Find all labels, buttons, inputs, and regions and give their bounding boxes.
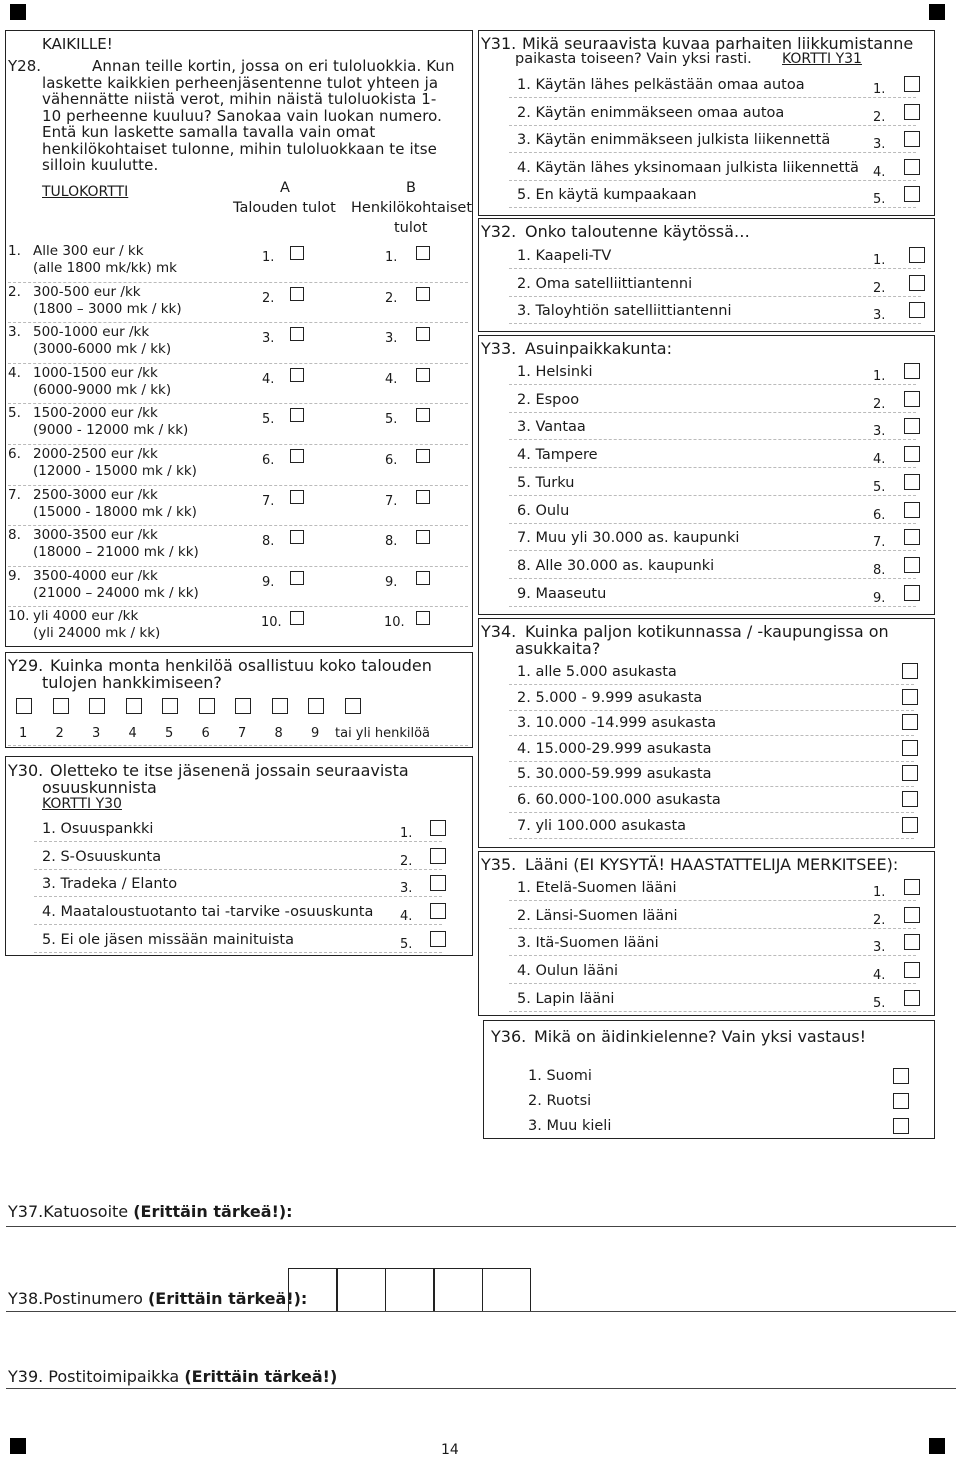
count-checkbox[interactable] <box>308 698 324 714</box>
option-checkbox[interactable] <box>904 186 920 202</box>
col-a-number: 9. <box>262 574 275 590</box>
option-checkbox[interactable] <box>902 791 918 807</box>
row-divider <box>8 485 468 486</box>
y31-card-label: KORTTI Y31 <box>782 51 862 67</box>
col-a-number: 2. <box>262 290 275 306</box>
col-a-checkbox[interactable] <box>290 490 304 504</box>
y30-question-line1: Oletteko te itse jäsenenä jossain seuraavista <box>50 761 409 780</box>
kaikille-label: KAIKILLE! <box>42 35 113 53</box>
count-number: 1 <box>19 726 28 741</box>
row-divider <box>509 439 916 440</box>
income-row-mk: (15000 - 18000 mk / kk) <box>33 503 197 520</box>
col-b-number: 4. <box>385 371 398 387</box>
income-row-number: 9. <box>8 567 21 584</box>
row-divider <box>509 152 916 153</box>
row-divider <box>509 97 916 98</box>
row-divider <box>509 323 921 324</box>
y34-question-line2: asukkaita? <box>515 639 601 658</box>
y36-question: Mikä on äidinkielenne? Vain yksi vastaus! <box>534 1027 867 1046</box>
col-a-subheader: Talouden tulot <box>233 200 336 216</box>
income-row-number: 8. <box>8 527 21 544</box>
option-label: 5. Lapin lääni <box>517 990 615 1007</box>
y38-important: (Erittäin tärkeä!): <box>147 1289 308 1308</box>
option-checkbox[interactable] <box>909 302 925 318</box>
tulokortti-label: TULOKORTTI <box>42 184 129 200</box>
y39-code: Y39. Postitoimipaikka <box>8 1367 180 1386</box>
row-divider <box>8 566 468 567</box>
option-number: 7. <box>873 535 886 551</box>
col-b-checkbox[interactable] <box>416 490 430 504</box>
option-checkbox[interactable] <box>904 557 920 573</box>
row-divider <box>8 322 468 323</box>
option-checkbox[interactable] <box>902 714 918 730</box>
y37-important: (Erittäin tärkeä!): <box>133 1202 293 1221</box>
option-number: 2. <box>873 912 886 928</box>
col-b-number: 6. <box>385 453 398 468</box>
col-a-checkbox[interactable] <box>290 246 304 260</box>
count-checkbox[interactable] <box>53 698 69 714</box>
col-a-checkbox[interactable] <box>290 611 304 625</box>
option-checkbox[interactable] <box>904 76 920 92</box>
row-divider <box>8 282 468 283</box>
col-a-number: 8. <box>262 534 275 550</box>
option-checkbox[interactable] <box>430 903 446 919</box>
income-row-eur: 300-500 eur /kk <box>33 283 141 300</box>
option-checkbox[interactable] <box>904 585 920 601</box>
y28-question-line: henkilökohtaiset tulonne, mihin tuloluokkaan te itse <box>42 139 437 158</box>
y29-code: Y29. <box>8 656 44 675</box>
option-number: 4. <box>400 909 413 925</box>
y32-question: Onko taloutenne käytössä… <box>525 222 750 241</box>
y33-question: Asuinpaikkakunta: <box>525 339 672 358</box>
col-b-checkbox[interactable] <box>416 368 430 382</box>
option-label: 3. Vantaa <box>517 419 586 436</box>
y30-code: Y30. <box>8 761 44 780</box>
y34-question-line1: Kuinka paljon kotikunnassa / -kaupungissa on <box>525 622 889 641</box>
col-a-number: 5. <box>262 412 275 428</box>
option-number: 3. <box>873 308 886 323</box>
row-divider <box>34 869 442 870</box>
count-number: 2 <box>55 726 64 741</box>
more-than-label: tai yli henkilöä <box>335 726 431 741</box>
income-row-mk: (6000-9000 mk / kk) <box>33 381 172 398</box>
option-checkbox[interactable] <box>904 962 920 978</box>
count-checkbox[interactable] <box>126 698 142 714</box>
row-divider <box>509 606 916 607</box>
option-checkbox[interactable] <box>904 391 920 407</box>
option-number: 6. <box>873 507 886 523</box>
income-row-eur: 1500-2000 eur /kk <box>33 405 158 422</box>
option-checkbox[interactable] <box>904 363 920 379</box>
income-row-number: 5. <box>8 405 21 422</box>
col-a-checkbox[interactable] <box>290 287 304 301</box>
option-label: 5. 30.000-59.999 asukasta <box>517 766 712 783</box>
option-number: 3. <box>873 940 886 956</box>
col-b-number: 7. <box>385 493 398 509</box>
option-label: 4. Maataloustuotanto tai -tarvike -osuuskunta <box>42 904 374 921</box>
col-b-number: 10. <box>384 615 405 631</box>
option-checkbox[interactable] <box>902 817 918 833</box>
income-row-eur: 3000-3500 eur /kk <box>33 527 158 544</box>
y28-question-line: laskette kaikkien perheenjäsentenne tulot yhteen ja <box>42 73 439 92</box>
option-label: 4. Käytän lähes yksinomaan julkista liikennettä <box>517 159 859 176</box>
option-number: 5. <box>873 192 886 207</box>
row-divider <box>509 523 916 524</box>
option-number: 3. <box>873 424 886 440</box>
row-divider <box>509 955 916 956</box>
corner-marker <box>10 4 26 20</box>
postcode-digit-cell[interactable] <box>337 1268 386 1312</box>
income-row-number: 3. <box>8 324 21 341</box>
col-b-subheader: Henkilökohtaiset <box>351 200 473 216</box>
row-divider <box>509 983 916 984</box>
option-checkbox[interactable] <box>904 990 920 1006</box>
col-b-number: 9. <box>385 574 398 590</box>
option-label: 9. Maaseutu <box>517 585 607 602</box>
count-checkbox[interactable] <box>199 698 215 714</box>
row-divider <box>509 900 916 901</box>
y39-write-line[interactable] <box>6 1388 956 1389</box>
income-row-number: 7. <box>8 486 21 503</box>
y37-label <box>8 1203 293 1220</box>
col-a-checkbox[interactable] <box>290 571 304 585</box>
income-row-number: 4. <box>8 364 21 381</box>
option-label: 1. Etelä-Suomen lääni <box>517 880 677 896</box>
corner-marker <box>929 4 945 20</box>
col-a-header: A <box>280 180 290 196</box>
corner-marker <box>10 1438 26 1454</box>
option-checkbox[interactable] <box>430 931 446 947</box>
income-row-eur: 2500-3000 eur /kk <box>33 486 158 503</box>
option-checkbox[interactable] <box>902 689 918 705</box>
col-b-checkbox[interactable] <box>416 327 430 341</box>
row-divider <box>509 710 914 711</box>
option-checkbox[interactable] <box>904 879 920 895</box>
option-label: 2. Oma satelliittiantenni <box>517 275 693 292</box>
y39-important: (Erittäin tärkeä!) <box>184 1367 338 1386</box>
y33-code: Y33. <box>481 339 517 358</box>
option-checkbox[interactable] <box>904 104 920 120</box>
row-divider <box>509 495 916 496</box>
row-divider <box>8 363 468 364</box>
y28-question-line: 10 perheenne kuuluu? Sanokaa vain luokan numero. <box>42 106 443 125</box>
income-row-mk: (alle 1800 mk/kk) mk <box>33 260 177 276</box>
option-label: 1. Suomi <box>528 1068 592 1084</box>
option-checkbox[interactable] <box>893 1068 909 1084</box>
col-a-number: 10. <box>261 615 282 631</box>
option-number: 2. <box>873 280 886 296</box>
option-label: 7. yli 100.000 asukasta <box>517 817 687 834</box>
income-row-number: 10. <box>8 608 30 625</box>
y28-question-line: Entä kun laskette samalla tavalla vain omat <box>42 123 376 141</box>
option-label: 4. 15.000-29.999 asukasta <box>517 740 712 757</box>
row-divider <box>509 125 916 126</box>
option-label: 1. Osuuspankki <box>42 821 154 837</box>
income-row-mk: (1800 – 3000 mk / kk) <box>33 300 182 317</box>
col-a-checkbox[interactable] <box>290 327 304 341</box>
income-row-eur: Alle 300 eur / kk <box>33 243 144 259</box>
row-divider <box>509 786 914 787</box>
option-label: 2. Käytän enimmäkseen omaa autoa <box>517 104 785 121</box>
option-label: 1. Käytän lähes pelkästään omaa autoa <box>517 77 805 93</box>
count-checkbox[interactable] <box>89 698 105 714</box>
col-b-number: 1. <box>385 250 398 265</box>
col-a-number: 4. <box>262 371 275 387</box>
col-b-checkbox[interactable] <box>416 287 430 301</box>
option-number: 4. <box>873 164 886 180</box>
option-number: 2. <box>400 853 413 869</box>
option-checkbox[interactable] <box>904 159 920 175</box>
col-b-checkbox[interactable] <box>416 449 430 463</box>
option-label: 5. Turku <box>517 474 575 491</box>
option-number: 2. <box>873 396 886 412</box>
y38-code: Y38.Postinumero <box>8 1289 143 1308</box>
option-label: 3. Käytän enimmäkseen julkista liikennettä <box>517 132 831 148</box>
count-number: 3 <box>92 726 101 741</box>
postcode-digit-cell[interactable] <box>288 1268 337 1312</box>
y31-question-line1: Mikä seuraavista kuvaa parhaiten liikkumistanne <box>522 34 914 53</box>
income-row-eur: 1000-1500 eur /kk <box>33 364 158 381</box>
row-divider <box>509 928 916 929</box>
col-a-number: 7. <box>262 493 275 509</box>
option-label: 2. Espoo <box>517 391 580 408</box>
col-b-subheader-2: tulot <box>394 220 428 236</box>
income-row-mk: (18000 – 21000 mk / kk) <box>33 544 199 561</box>
col-b-checkbox[interactable] <box>416 408 430 422</box>
option-number: 5. <box>873 479 886 495</box>
col-b-number: 2. <box>385 290 398 306</box>
option-label: 5. En käytä kumpaakaan <box>517 187 697 203</box>
corner-marker <box>929 1438 945 1454</box>
option-label: 3. Muu kieli <box>528 1118 612 1134</box>
option-checkbox[interactable] <box>902 663 918 679</box>
option-label: 3. 10.000 -14.999 asukasta <box>517 715 717 732</box>
income-row-mk: (yli 24000 mk / kk) <box>33 625 161 642</box>
row-divider <box>34 896 442 897</box>
option-label: 3. Itä-Suomen lääni <box>517 935 659 952</box>
row-divider <box>509 1011 916 1012</box>
col-b-header: B <box>406 180 416 196</box>
y38-write-line <box>6 1311 956 1312</box>
option-number: 1. <box>873 253 886 268</box>
y31-code: Y31. <box>481 34 517 53</box>
y29-question-line2: tulojen hankkimiseen? <box>42 673 222 692</box>
count-checkbox[interactable] <box>272 698 288 714</box>
col-a-checkbox[interactable] <box>290 449 304 463</box>
income-row-mk: (9000 - 12000 mk / kk) <box>33 422 189 439</box>
option-label: 7. Muu yli 30.000 as. kaupunki <box>517 530 740 547</box>
option-checkbox[interactable] <box>904 418 920 434</box>
option-label: 1. Kaapeli-TV <box>517 248 612 264</box>
row-divider <box>509 812 914 813</box>
y31-question-line2: paikasta toiseen? Vain yksi rasti. <box>515 51 752 67</box>
row-divider <box>509 761 914 762</box>
option-checkbox[interactable] <box>893 1118 909 1134</box>
option-number: 2. <box>873 109 886 125</box>
option-number: 3. <box>400 881 413 897</box>
row-divider <box>509 838 914 839</box>
y37-code: Y37.Katuosoite <box>8 1202 129 1221</box>
option-checkbox[interactable] <box>904 446 920 462</box>
option-number: 1. <box>873 885 886 900</box>
option-number: 4. <box>873 452 886 468</box>
option-number: 8. <box>873 562 886 578</box>
option-number: 1. <box>400 826 413 841</box>
y35-code: Y35. <box>481 855 517 874</box>
count-checkbox[interactable] <box>235 698 251 714</box>
row-divider <box>34 841 442 842</box>
option-number: 3. <box>873 137 886 152</box>
option-label: 2. Ruotsi <box>528 1093 592 1109</box>
y28-question-line: silloin kuulutte. <box>42 156 159 174</box>
y34-code: Y34. <box>481 622 517 641</box>
row-divider <box>8 745 468 746</box>
income-row-mk: (3000-6000 mk / kk) <box>33 341 172 358</box>
count-number: 6 <box>201 726 210 741</box>
row-divider <box>509 684 914 685</box>
col-a-number: 3. <box>262 331 275 347</box>
row-divider <box>509 268 921 269</box>
option-label: 6. 60.000-100.000 asukasta <box>517 792 721 808</box>
option-label: 2. 5.000 - 9.999 asukasta <box>517 689 703 706</box>
option-number: 5. <box>873 995 886 1011</box>
option-checkbox[interactable] <box>902 765 918 781</box>
count-checkbox[interactable] <box>162 698 178 714</box>
income-row-mk: (21000 – 24000 mk / kk) <box>33 584 199 601</box>
col-b-number: 8. <box>385 534 398 550</box>
col-b-number: 3. <box>385 331 398 347</box>
option-label: 4. Tampere <box>517 447 598 464</box>
row-divider <box>509 578 916 579</box>
option-checkbox[interactable] <box>430 848 446 864</box>
row-divider <box>509 384 916 385</box>
option-number: 4. <box>873 968 886 984</box>
row-divider <box>509 207 916 208</box>
row-divider <box>509 735 914 736</box>
row-divider <box>34 952 442 953</box>
row-divider <box>509 296 921 297</box>
postcode-digit-cell[interactable] <box>385 1268 434 1312</box>
y28-question-line: vähennätte niistä verot, mihin näistä tuloluokista 1- <box>42 90 437 108</box>
income-row-eur: 500-1000 eur /kk <box>33 324 150 341</box>
option-label: 3. Tradeka / Elanto <box>42 876 178 893</box>
y28-code: Y28. <box>8 57 42 75</box>
option-label: 4. Oulun lääni <box>517 963 619 980</box>
option-checkbox[interactable] <box>904 907 920 923</box>
option-checkbox[interactable] <box>909 247 925 263</box>
y36-code: Y36. <box>491 1027 527 1046</box>
count-number: 8 <box>274 726 283 741</box>
option-label: 1. Helsinki <box>517 364 593 380</box>
option-checkbox[interactable] <box>904 934 920 950</box>
row-divider <box>509 180 916 181</box>
y32-code: Y32. <box>481 222 517 241</box>
count-number: 9 <box>311 726 320 741</box>
row-divider <box>34 924 442 925</box>
option-label: 2. Länsi-Suomen lääni <box>517 907 678 924</box>
y30-card-label: KORTTI Y30 <box>42 796 122 812</box>
y38-label <box>8 1290 307 1307</box>
option-number: 9. <box>873 590 886 606</box>
income-row-eur: 2000-2500 eur /kk <box>33 446 158 462</box>
col-b-checkbox[interactable] <box>416 246 430 260</box>
option-checkbox[interactable] <box>893 1093 909 1109</box>
option-label: 6. Oulu <box>517 502 570 519</box>
row-divider <box>509 467 916 468</box>
row-divider <box>8 444 468 445</box>
count-checkbox[interactable] <box>16 698 32 714</box>
y30-question-line2: osuuskunnista <box>42 778 157 797</box>
postcode-digit-cell[interactable] <box>434 1268 483 1312</box>
page-number: 14 <box>441 1442 459 1458</box>
y29-question-line1: Kuinka monta henkilöä osallistuu koko talouden <box>50 656 432 675</box>
col-a-number: 6. <box>262 453 275 468</box>
option-number: 1. <box>873 369 886 384</box>
option-checkbox[interactable] <box>904 502 920 518</box>
option-checkbox[interactable] <box>904 131 920 147</box>
count-number: 4 <box>128 726 137 741</box>
y28-question-line: Annan teille kortin, jossa on eri tuloluokkia. Kun <box>92 57 455 75</box>
option-number: 1. <box>873 82 886 97</box>
option-checkbox[interactable] <box>904 474 920 490</box>
col-a-number: 1. <box>262 250 275 265</box>
option-number: 5. <box>400 936 413 952</box>
option-label: 5. Ei ole jäsen missään mainituista <box>42 931 294 948</box>
col-b-checkbox[interactable] <box>416 530 430 544</box>
col-b-number: 5. <box>385 412 398 428</box>
row-divider <box>8 606 468 607</box>
col-a-checkbox[interactable] <box>290 530 304 544</box>
col-a-checkbox[interactable] <box>290 408 304 422</box>
more-than-checkbox[interactable] <box>345 698 361 714</box>
option-checkbox[interactable] <box>909 275 925 291</box>
y39-label <box>8 1368 337 1385</box>
row-divider <box>509 412 916 413</box>
col-b-checkbox[interactable] <box>416 611 430 625</box>
row-divider <box>509 550 916 551</box>
option-checkbox[interactable] <box>430 820 446 836</box>
y35-question: Lääni (EI KYSYTÄ! HAASTATTELIJA MERKITSEE): <box>525 855 899 874</box>
option-label: 1. alle 5.000 asukasta <box>517 664 677 680</box>
y37-write-line[interactable] <box>6 1226 956 1227</box>
row-divider <box>8 525 468 526</box>
option-checkbox[interactable] <box>430 875 446 891</box>
count-number: 7 <box>238 726 247 741</box>
income-row-eur: yli 4000 eur /kk <box>33 608 139 625</box>
option-checkbox[interactable] <box>904 529 920 545</box>
option-label: 8. Alle 30.000 as. kaupunki <box>517 557 715 574</box>
col-a-checkbox[interactable] <box>290 368 304 382</box>
option-label: 2. S-Osuuskunta <box>42 848 162 865</box>
option-checkbox[interactable] <box>902 740 918 756</box>
option-label: 3. Taloyhtiön satelliittiantenni <box>517 303 732 319</box>
income-row-eur: 3500-4000 eur /kk <box>33 567 158 584</box>
postcode-digit-cell[interactable] <box>482 1268 531 1312</box>
income-row-number: 1. <box>8 243 21 259</box>
income-row-mk: (12000 - 15000 mk / kk) <box>33 463 197 479</box>
col-b-checkbox[interactable] <box>416 571 430 585</box>
income-row-number: 6. <box>8 446 21 462</box>
row-divider <box>8 403 468 404</box>
income-row-number: 2. <box>8 283 21 300</box>
count-number: 5 <box>165 726 174 741</box>
